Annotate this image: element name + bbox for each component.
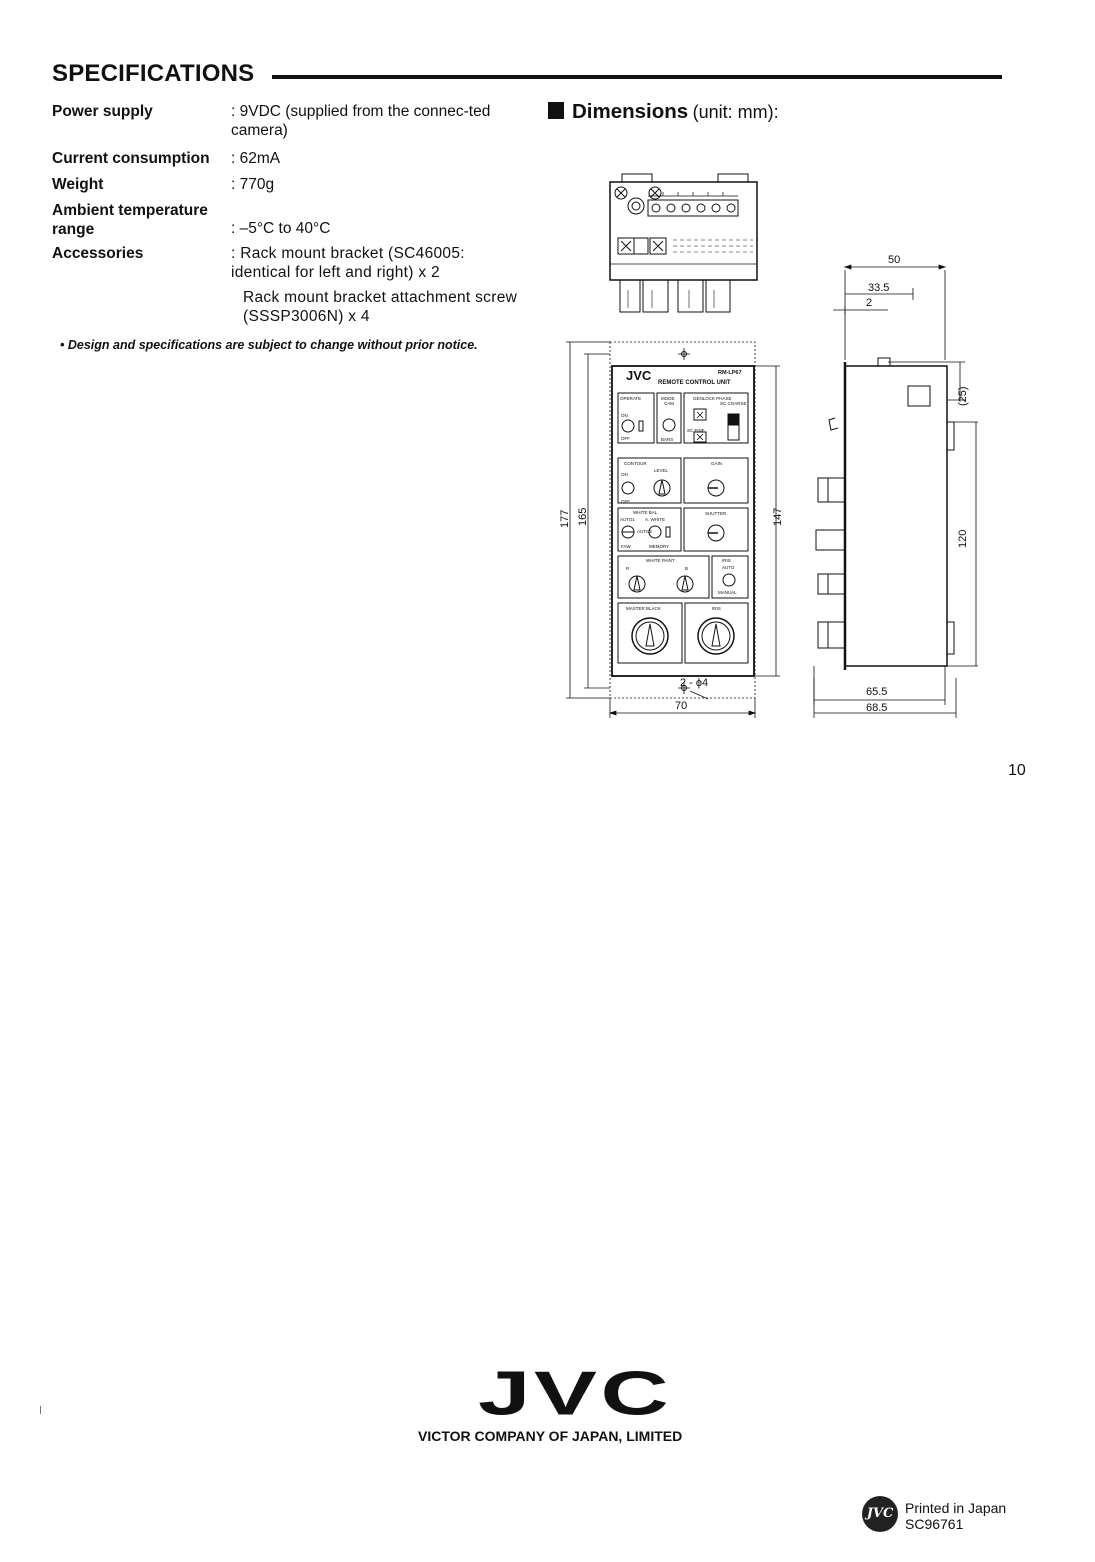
sc-fine-label: SC FINE	[687, 428, 705, 433]
operate-label: OPERATE	[620, 396, 642, 401]
spec-value: : 770g	[231, 176, 275, 193]
dimension-line-25	[888, 362, 965, 400]
dim-50: 50	[888, 254, 901, 266]
spec-row-accessories	[52, 244, 522, 288]
on-label: ON	[621, 472, 628, 477]
spec-row-accessories-2	[52, 288, 522, 328]
dimensions-title: Dimensions	[572, 100, 689, 123]
panel-model: RM-LP67	[718, 370, 742, 376]
top-view	[610, 174, 757, 312]
iris-knob-icon	[698, 618, 734, 654]
white-bal-label: WHITE BAL	[633, 510, 658, 515]
jvc-badge-icon: JVC	[862, 1496, 898, 1532]
company-name: VICTOR COMPANY OF JAPAN, LIMITED	[418, 1428, 683, 1444]
faw-label: FAW	[621, 544, 631, 549]
title-rule	[272, 75, 1002, 79]
on-label: ON	[621, 413, 628, 418]
margin-mark	[40, 1406, 41, 1414]
dimension-line-2	[833, 306, 888, 314]
toggle-switch-icon	[723, 574, 735, 586]
terminal-strip	[648, 200, 738, 216]
sc-coarse-label: SC COARSE	[720, 401, 747, 406]
dim-177: 177	[559, 509, 571, 528]
top-view-tab	[718, 174, 748, 182]
clip-icon	[829, 418, 838, 430]
spec-label: Current consumption	[52, 150, 210, 167]
auto1-label: AUTO1	[620, 517, 635, 522]
panel-subtitle: REMOTE CONTROL UNIT	[658, 380, 731, 386]
knob-profile	[816, 530, 845, 550]
spec-value: : 62mA	[231, 150, 281, 167]
dim-65-5: 65.5	[866, 686, 888, 698]
r-label: R	[626, 566, 630, 571]
spec-label: Weight	[52, 176, 104, 193]
knob-profiles	[620, 280, 730, 312]
auto-label: AUTO	[722, 565, 735, 570]
front-view	[559, 342, 784, 718]
toggle-switch-icon	[663, 419, 675, 431]
spec-label: Power supply	[52, 103, 153, 120]
side-view-body	[845, 366, 947, 666]
dimensions-heading	[548, 100, 779, 124]
memory-label: MEMORY	[649, 544, 670, 549]
white-paint-label: WHITE PAINT	[646, 558, 675, 563]
dimension-line-50	[845, 267, 945, 360]
cam-label: CAM	[664, 401, 674, 406]
dim-147: 147	[772, 507, 784, 526]
dimensions-unit: (unit: mm):	[692, 102, 779, 122]
knob-profile	[818, 622, 845, 648]
spec-value: : Rack mount bracket (SC46005: identical for left and right) x 2	[231, 245, 465, 281]
a-white-label: A. WHITE	[645, 517, 665, 522]
dim-68-5: 68.5	[866, 702, 888, 714]
document-code: SC96761	[905, 1516, 964, 1532]
spec-row-temperature	[52, 201, 522, 241]
page-number: 10	[1008, 762, 1026, 779]
top-view-body	[610, 182, 757, 280]
spec-value: : 9VDC (supplied from the connec-ted camera)	[231, 103, 491, 139]
panel-brand: JVC	[626, 368, 652, 383]
toggle-switch-icon	[622, 420, 634, 432]
top-view-tab	[622, 174, 652, 182]
side-view	[814, 254, 978, 718]
dim-70: 70	[675, 700, 688, 712]
printed-info	[905, 1500, 1006, 1532]
off-label: OFF	[621, 499, 630, 504]
spec-note: • Design and specifications are subject to change without prior notice.	[60, 338, 478, 352]
terminal-screws	[652, 204, 735, 212]
dim-33-5: 33.5	[868, 282, 890, 294]
level-label: LEVEL	[654, 468, 669, 473]
master-black-label: MASTER BLACK	[626, 606, 661, 611]
shutter-label: SHUTTER	[705, 511, 727, 516]
dim-25: (25)	[957, 386, 969, 406]
genlock-label: GENLOCK PHASE	[693, 396, 732, 401]
square-bullet-icon	[548, 102, 564, 119]
toggle-switch-icon	[622, 482, 634, 494]
mode-label: MODE	[661, 396, 675, 401]
iris-label: IRIS	[712, 606, 721, 611]
b-label: B	[685, 566, 689, 571]
spec-label: Ambient temperature range	[52, 202, 208, 238]
hole-note: 2 - ϕ4	[680, 677, 709, 689]
iris-label: IRIS	[722, 558, 731, 563]
title-row	[52, 56, 1002, 90]
page-title: SPECIFICATIONS	[52, 60, 255, 87]
spec-value: : –5°C to 40°C	[231, 220, 331, 237]
contour-label: CONTOUR	[624, 461, 647, 466]
dim-2: 2	[866, 297, 873, 309]
dim-120: 120	[957, 529, 969, 548]
spec-value: Rack mount bracket attachment screw (SSSP3006N) x 4	[243, 289, 518, 325]
spec-label: Accessories	[52, 245, 144, 262]
knob-profile	[818, 574, 845, 594]
connector-icon	[628, 198, 644, 214]
master-black-knob-icon	[632, 618, 668, 654]
jvc-logo: JVC	[478, 1358, 673, 1428]
spec-row-power	[52, 102, 522, 142]
knob-profile	[818, 478, 845, 502]
dim-165: 165	[577, 507, 589, 526]
auto2-label: AUTO2	[637, 529, 652, 534]
bracket-icon	[908, 386, 930, 406]
printed-in-japan: Printed in Japan	[905, 1500, 1007, 1516]
bars-label: BARS	[661, 437, 674, 442]
gain-label: GAIN	[711, 461, 723, 466]
manual-label: MANUAL	[718, 590, 737, 595]
dimension-drawing	[548, 160, 978, 730]
off-label: OFF	[621, 436, 630, 441]
